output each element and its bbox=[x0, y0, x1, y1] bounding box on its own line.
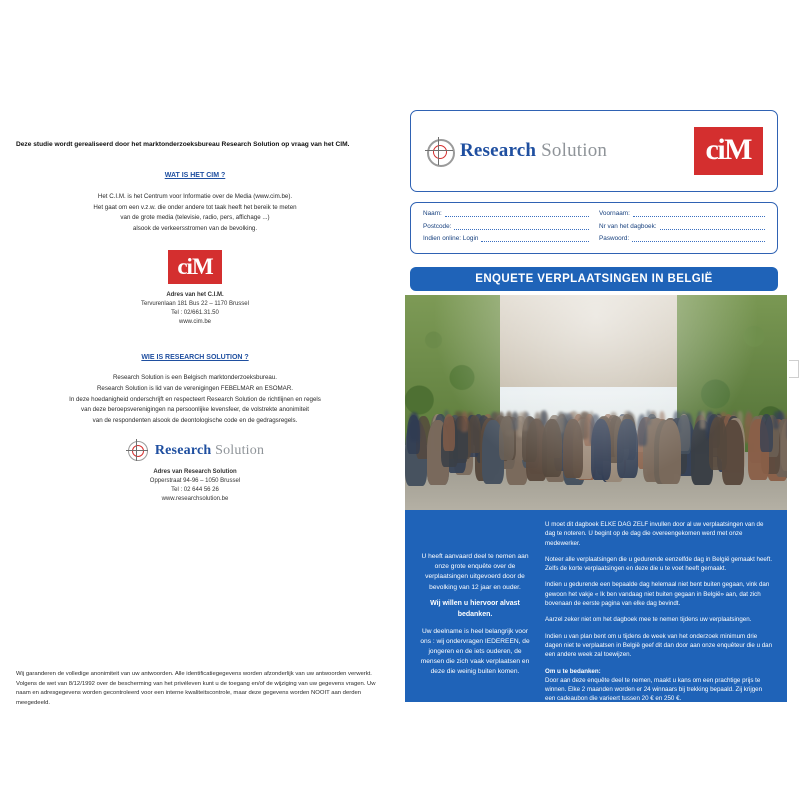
rs-para-4: van deze beroepsverenigingen na persoonlijke levensfeer, de volstrekte anonimiteit bbox=[80, 406, 310, 414]
rs-para-1: Research Solution is een Belgisch marktonderzoeksbureau. bbox=[112, 374, 278, 382]
diary-number-input-line[interactable] bbox=[660, 222, 765, 230]
rs-address-line-3: www.researchsolution.be bbox=[161, 496, 229, 503]
firstname-label: Voornaam: bbox=[599, 210, 630, 217]
brochure-left-column bbox=[419, 552, 531, 684]
cim-address-line-2: Tel : 02/661.31.50 bbox=[171, 309, 219, 316]
rs-address bbox=[10, 468, 380, 504]
cim-address-heading: Adres van het C.I.M. bbox=[166, 291, 224, 298]
firstname-input-line[interactable] bbox=[633, 209, 765, 217]
name-input-line[interactable] bbox=[445, 209, 589, 217]
diary-number-label: Nr van het dagboek: bbox=[599, 222, 657, 230]
login-field[interactable] bbox=[423, 234, 589, 242]
brochure-title: ENQUETE VERPLAATSINGEN IN BELGIË bbox=[410, 267, 778, 291]
right-col-para-1: U moet dit dagboek ELKE DAG ZELF invullen door al uw verplaatsingen van de dag te noteren. U begint op de dag die overeengekomen werd met onze medewerker. bbox=[545, 521, 764, 547]
firstname-field[interactable] bbox=[599, 209, 765, 217]
brochure-logo-card bbox=[410, 110, 778, 192]
form-row-1 bbox=[423, 209, 765, 217]
rs-section-paragraphs bbox=[45, 373, 345, 425]
left-col-para-1: U heeft aanvaard deel te nemen aan onze grote enquête over de verplaatsingen uitgevoerd door de bevolking van 12 jaar en ouder. bbox=[421, 553, 529, 591]
respondent-form[interactable] bbox=[410, 202, 778, 254]
diary-number-field[interactable] bbox=[599, 222, 765, 230]
brochure-rs-light: Solution bbox=[536, 140, 608, 161]
research-solution-wordmark bbox=[155, 440, 264, 462]
right-col-thanks-block bbox=[545, 667, 773, 704]
postcode-input-line[interactable] bbox=[454, 222, 589, 230]
cim-address-line-3: www.cim.be bbox=[178, 318, 211, 325]
brochure-panel bbox=[405, 110, 790, 702]
brochure-cim-logo: ciM bbox=[694, 127, 763, 175]
brochure-right-column bbox=[545, 520, 773, 711]
right-col-para-3: Indien u gedurende een bepaalde dag helemaal niet bent buiten gegaan, vink dan gewoon het vakje « Ik ben vandaag niet buiten gegaan in België» aan, dat zich bovenaan de eerste pagina van elke dag bevindt. bbox=[545, 581, 770, 608]
postcode-field[interactable] bbox=[423, 222, 589, 230]
crowd-photo bbox=[405, 295, 787, 514]
cim-para-3: van de grote media (televisie, radio, pers, affichage ...) bbox=[120, 214, 270, 222]
cim-para-4: alsook de verkeersstromen van de bevolking. bbox=[132, 224, 258, 232]
right-col-thanks-heading: Om u te bedanken: bbox=[545, 667, 601, 675]
left-info-panel bbox=[10, 140, 380, 706]
password-label: Paswoord: bbox=[599, 235, 630, 242]
photo-light-glare bbox=[405, 295, 787, 514]
rs-para-3: In deze hoedanigheid onderschrijft en respecteert Research Solution de richtlijnen en regels bbox=[69, 395, 321, 403]
cim-section-paragraphs bbox=[45, 192, 345, 233]
brochure-research-solution-logo bbox=[425, 137, 607, 165]
form-row-2 bbox=[423, 222, 765, 230]
right-col-para-5: Indien u van plan bent om u tijdens de week van het onderzoek minimum drie dagen niet te verplaatsen in België geef dit dan door aan onze enquêteur die u dan een andere week zal toewijzen. bbox=[545, 632, 773, 659]
password-input-line[interactable] bbox=[632, 234, 765, 242]
rs-address-line-1: Opperstraat 94-96 – 1050 Brussel bbox=[149, 478, 241, 485]
right-col-thanks-text: Door aan deze enquête deel te nemen, maakt u kans om een prachtige prijs te winnen. Elke 2 maanden worden er 24 winnaars bij trekking bepaald. Zij krijgen een cadeaubon die varieert tussen 20 € en 250 €. bbox=[545, 676, 763, 703]
right-col-para-2: Noteer alle verplaatsingen die u gedurende eenzelfde dag in België gemaakt heeft. Zelfs de korte verplaatsingen en deze die u te voet heeft gemaakt. bbox=[545, 555, 773, 573]
brochure-rs-bold: Research bbox=[460, 140, 537, 161]
target-crosshair-icon bbox=[425, 137, 453, 165]
cim-logo: ciM bbox=[168, 250, 221, 284]
rs-address-line-2: Tel : 02 644 56 26 bbox=[171, 487, 219, 494]
name-field[interactable] bbox=[423, 209, 589, 217]
postcode-label: Postcode: bbox=[423, 222, 452, 230]
right-col-para-4: Aarzel zeker niet om het dagboek mee te nemen tijdens uw verplaatsingen. bbox=[545, 616, 752, 624]
rs-wordmark-light: Solution bbox=[211, 442, 265, 458]
brochure-rs-wordmark bbox=[460, 140, 607, 162]
cim-logo-block bbox=[10, 250, 380, 284]
study-lead-text: Deze studie wordt gerealiseerd door het marktonderzoeksbureau Research Solution op vraag van het CIM. bbox=[16, 141, 350, 148]
cim-address-line-1: Tervurenlaan 181 Bus 22 – 1170 Brussel bbox=[141, 300, 249, 307]
research-solution-logo bbox=[10, 439, 380, 461]
cim-para-2: Het gaat om een v.z.w. die onder andere tot taak heeft het bereik te meten bbox=[93, 203, 297, 211]
cim-address bbox=[10, 291, 380, 327]
rs-address-heading: Adres van Research Solution bbox=[153, 469, 237, 476]
login-input-line[interactable] bbox=[481, 234, 589, 242]
form-row-3 bbox=[423, 234, 765, 242]
cim-section-title: WAT IS HET CIM ? bbox=[164, 172, 226, 180]
rs-para-5: van de respondenten alsook de deontologische code en de gedragsregels. bbox=[92, 416, 298, 424]
page-edge-tab bbox=[789, 360, 799, 378]
name-label: Naam: bbox=[423, 210, 442, 217]
privacy-footer-text: Wij garanderen de volledige anonimiteit van uw antwoorden. Alle identificatiegegevens worden afzonderlijk van uw antwoorden verwerkt. Volgens de wet van 8/12/1992 over de bescherming van het privéleven kunt u de toegang en/of de wijziging van uw gegevens vragen. Uw naam en adresgegevens worden gecontroleerd voor een interne kwaliteitscontrole, maar deze gegevens worden NOOIT aan derden meegedeeld. bbox=[16, 671, 376, 706]
rs-wordmark-bold: Research bbox=[154, 442, 212, 458]
rs-para-2: Research Solution is lid van de verenigingen FEBELMAR en ESOMAR. bbox=[96, 384, 294, 392]
cim-para-1: Het C.I.M. is het Centrum voor Informatie over de Media (www.cim.be). bbox=[97, 193, 293, 201]
rs-section-title: WIE IS RESEARCH SOLUTION ? bbox=[141, 353, 249, 361]
left-col-thanks: Wij willen u hiervoor alvast bedanken. bbox=[430, 599, 520, 618]
password-field[interactable] bbox=[599, 234, 765, 242]
brochure-body bbox=[405, 510, 787, 702]
login-label: Indien online: Login bbox=[423, 235, 479, 242]
left-col-para-3: Uw deelname is heel belangrijk voor ons : wij ondervragen IEDEREEN, de jongeren en de iets ouderen, de mensen die zich vaak verplaatsen en deze die weinig buiten komen. bbox=[420, 627, 530, 676]
target-crosshair-icon bbox=[126, 439, 148, 461]
